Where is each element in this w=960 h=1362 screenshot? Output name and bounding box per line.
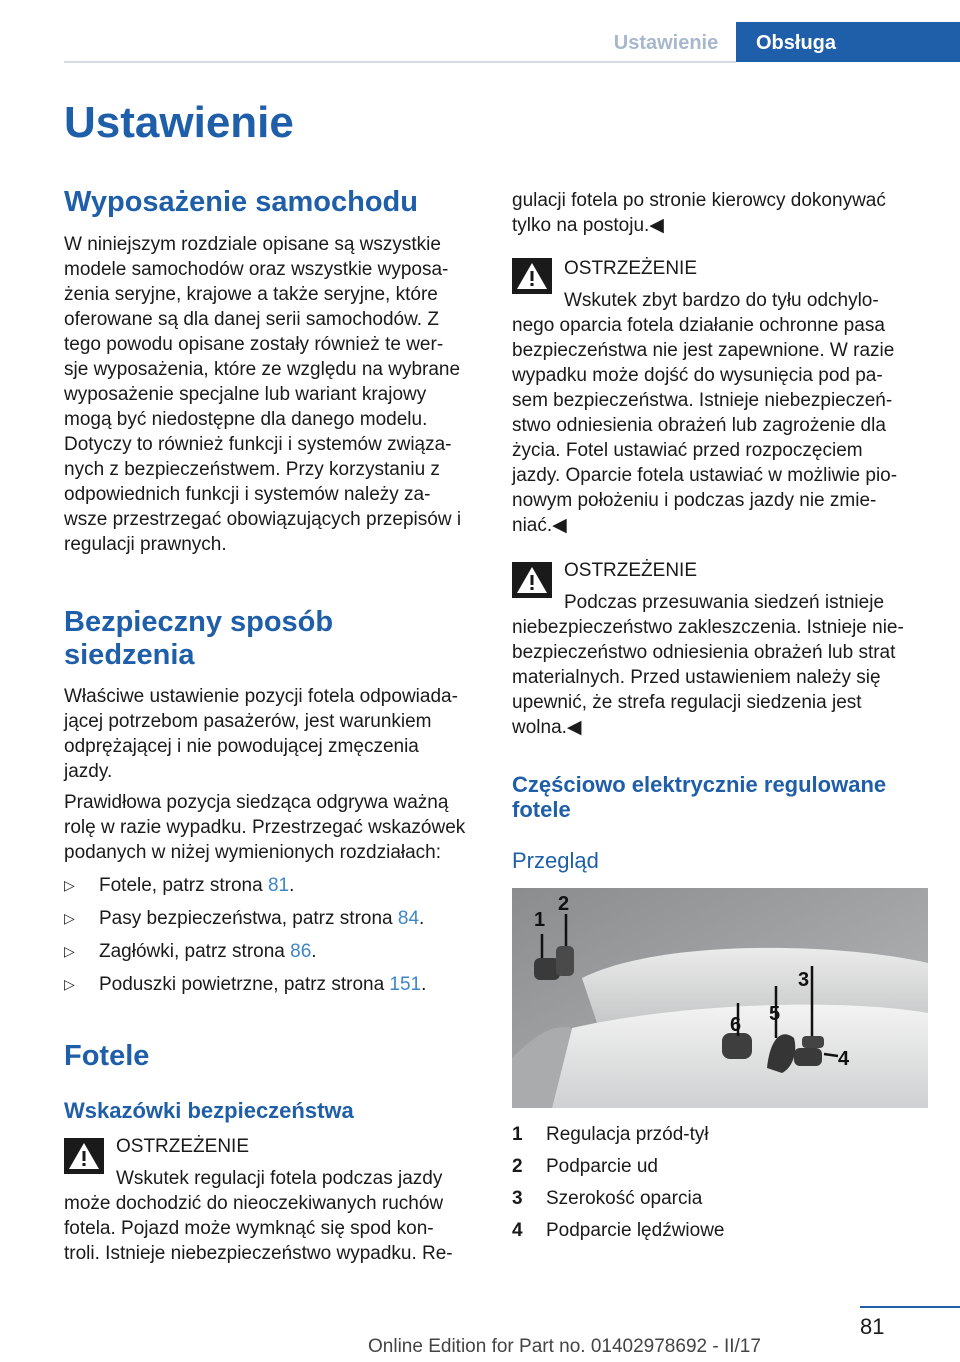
photo-label: 5 xyxy=(769,1003,781,1025)
seat-controls-photo xyxy=(512,888,928,1108)
heading-czesciowo-elektrycznie: Częściowo elektrycznie regulowane fotele xyxy=(512,772,887,822)
page-link[interactable]: 81 xyxy=(267,875,290,896)
triangle-bullet-icon: ▷ xyxy=(64,877,75,893)
warning-title: OSTRZEŻENIE xyxy=(564,560,698,581)
photo-label: 3 xyxy=(798,969,810,991)
page-link[interactable]: 84 xyxy=(397,908,420,929)
header-tab-obsluga[interactable]: Obsługa xyxy=(736,22,960,62)
triangle-bullet-icon: ▷ xyxy=(64,943,75,959)
page-link[interactable]: 86 xyxy=(290,941,312,962)
photo-label: 6 xyxy=(730,1014,742,1036)
paragraph-wyposazenie: W niniejszym rozdziale opisane są wszystkie modele samochodów oraz wszystkie wyposa‐ żenia seryjne, krajowe a także seryjne, które oferowane są dla danej serii samochodów. Z tego powodu opisane zostały również te wer‐ sje wyposażenia, które ze względu na wybrane wyposażenie specjalne lub wariant krajowy mogą być niedostępne dla danego modelu. Dotyczy to również funkcji i systemów związa‐ nych z bezpieczeństwem. Przy korzystaniu z odpowiednich funkcji i systemów należy za‐ wsze przestrzegać obowiązujących przepisów i regulacji prawnych. xyxy=(64,234,462,555)
warning-title: OSTRZEŻENIE xyxy=(116,1136,250,1157)
photo-label: 2 xyxy=(558,893,570,915)
heading-przeglad: Przegląd xyxy=(512,848,599,873)
heading-bezpieczny-sposob: Bezpieczny sposób siedzenia xyxy=(64,606,334,671)
paragraph-ustawienie-pozycji: Właściwe ustawienie pozycji fotela odpowiada‐ jącej potrzebom pasażerów, jest warunkiem odprężającej i nie powodującej zmęczenia jazdy. xyxy=(64,686,458,782)
paragraph-continued: gulacji fotela po stronie kierowcy dokonywać tylko na postoju.◀ xyxy=(512,190,886,236)
heading-wskazowki: Wskazówki bezpieczeństwa xyxy=(64,1098,354,1123)
page-number: 81 xyxy=(860,1314,885,1339)
footer-rule xyxy=(860,1306,960,1308)
paragraph-pozycja-siedzaca: Prawidłowa pozycja siedząca odgrywa ważną rolę w razie wypadku. Przestrzegać wskazówek podanych w niżej wymienionych rozdziałach: xyxy=(64,792,466,863)
warning-text: Wskutek regulacji fotela podczas jazdy może dochodzić do nieoczekiwanych ruchów fotela. Pojazd może wymknąć się spod kon‐ troli. Istnieje niebezpieczeństwo wypadku. Re‐ xyxy=(64,1168,453,1264)
heading-wyposazenie: Wyposażenie samochodu xyxy=(64,186,418,218)
warning-text: Podczas przesuwania siedzeń istnieje niebezpieczeństwo zakleszczenia. Istnieje nie‐ bezpieczeństwo odniesienia obrażeń lub strat materialnych. Przed ustawieniem należy się upewnić, że strefa regulacji siedzenia jest wolna.◀ xyxy=(512,592,904,738)
header-tab-ustawienie[interactable]: Ustawienie xyxy=(613,32,719,54)
heading-fotele: Fotele xyxy=(64,1040,150,1072)
triangle-bullet-icon: ▷ xyxy=(64,910,75,926)
triangle-bullet-icon: ▷ xyxy=(64,976,75,992)
photo-label: 1 xyxy=(534,909,546,931)
header-rule xyxy=(64,61,736,63)
warning-title: OSTRZEŻENIE xyxy=(564,258,698,279)
warning-text: Wskutek zbyt bardzo do tyłu odchylo‐ nego oparcia fotela działanie ochronne pasa bezpieczeństwa nie jest zapewnione. W razie wypadku może dojść do wysunięcia pod pa‐ sem bezpieczeństwa. Istnieje niebezpieczeń‐ stwo odniesienia obrażeń lub zagrożenie dla życia. Fotel ustawiać przed rozpoczęciem jazdy. Oparcie fotela ustawiać w możliwie pio‐ nowym położeniu i podczas jazdy nie zmie‐ niać.◀ xyxy=(512,290,898,536)
page-title: Ustawienie xyxy=(64,98,294,147)
photo-label: 4 xyxy=(838,1048,850,1070)
page-link[interactable]: 151 xyxy=(389,974,422,995)
footer-edition: Online Edition for Part no. 01402978692 - II/17 xyxy=(368,1336,761,1357)
